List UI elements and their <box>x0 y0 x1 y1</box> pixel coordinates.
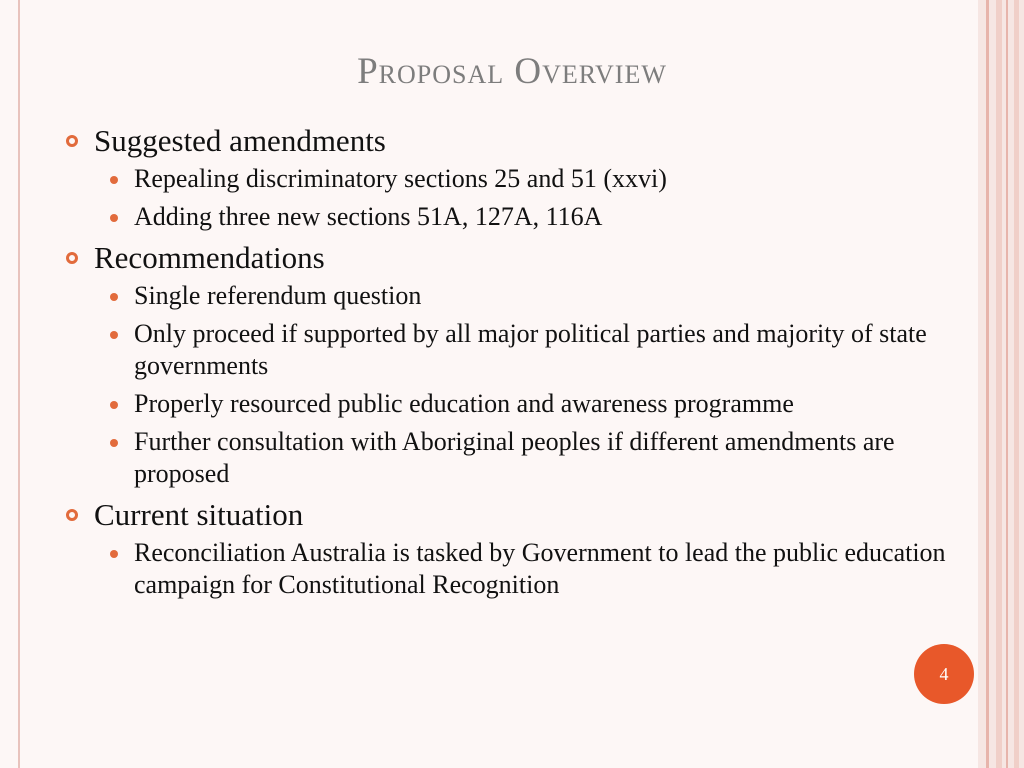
bullet-level1 <box>62 496 962 534</box>
bullet-level2 <box>62 388 962 420</box>
bullet-level1 <box>62 239 962 277</box>
bullet-level2 <box>62 318 962 382</box>
section-heading: Suggested amendments <box>94 123 386 158</box>
bullet-level2 <box>62 280 962 312</box>
bullet-text: Properly resourced public education and awareness programme <box>134 389 794 418</box>
stripe <box>986 0 989 768</box>
stripe <box>1014 0 1019 768</box>
ring-bullet-icon <box>66 509 78 521</box>
right-decorative-stripes <box>978 0 1024 768</box>
bullet-level2 <box>62 426 962 490</box>
left-border-line <box>18 0 20 768</box>
dot-bullet-icon <box>110 176 118 184</box>
ring-bullet-icon <box>66 135 78 147</box>
dot-bullet-icon <box>110 331 118 339</box>
ring-bullet-icon <box>66 252 78 264</box>
page-number-badge: 4 <box>914 644 974 704</box>
bullet-text: Repealing discriminatory sections 25 and 51 (xxvi) <box>134 164 667 193</box>
bullet-level2 <box>62 163 962 195</box>
bullet-level2 <box>62 537 962 601</box>
bullet-text: Adding three new sections 51A, 127A, 116A <box>134 202 603 231</box>
bullet-text: Single referendum question <box>134 281 422 310</box>
dot-bullet-icon <box>110 214 118 222</box>
bullet-level1 <box>62 122 962 160</box>
dot-bullet-icon <box>110 439 118 447</box>
slide-content <box>62 122 962 607</box>
bullet-text: Reconciliation Australia is tasked by Government to lead the public education campaign for Constitutional Recognition <box>134 538 946 599</box>
section-heading: Current situation <box>94 497 304 532</box>
section-heading: Recommendations <box>94 240 325 275</box>
bullet-text: Only proceed if supported by all major political parties and majority of state governments <box>134 319 927 380</box>
dot-bullet-icon <box>110 550 118 558</box>
dot-bullet-icon <box>110 293 118 301</box>
bullet-level2 <box>62 201 962 233</box>
dot-bullet-icon <box>110 401 118 409</box>
stripe <box>996 0 1002 768</box>
bullet-text: Further consultation with Aboriginal peoples if different amendments are proposed <box>134 427 895 488</box>
slide-title: Proposal Overview <box>357 51 667 92</box>
stripe <box>1006 0 1008 768</box>
